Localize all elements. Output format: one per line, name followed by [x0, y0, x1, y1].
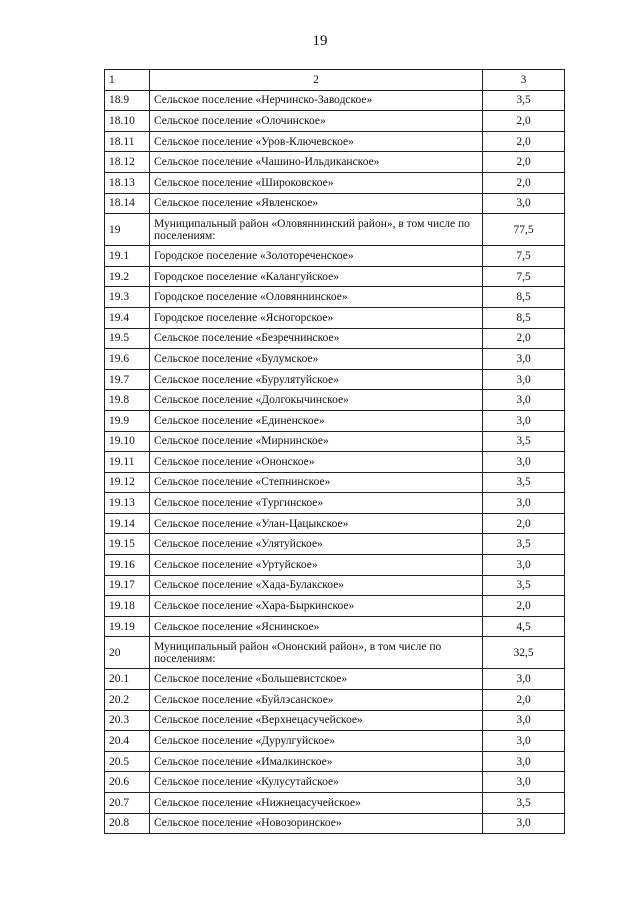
settlement-name-cell: Сельское поселение «Безречнинское»: [150, 328, 483, 349]
value-cell: 3,5: [483, 90, 565, 111]
row-number-cell: 18.11: [105, 131, 150, 152]
settlement-name-cell: Сельское поселение «Явленское»: [150, 193, 483, 214]
value-cell: 3,0: [483, 390, 565, 411]
row-number-cell: 19.9: [105, 410, 150, 431]
table-row: [105, 90, 565, 111]
value-cell: 2,0: [483, 513, 565, 534]
value-cell: 3,0: [483, 493, 565, 514]
table-row: [105, 266, 565, 287]
settlement-name-cell: Сельское поселение «Буйлэсанское»: [150, 690, 483, 711]
row-number-cell: 19.15: [105, 534, 150, 555]
row-number-cell: 19.17: [105, 575, 150, 596]
row-number-cell: 19.12: [105, 472, 150, 493]
value-cell: 2,0: [483, 596, 565, 617]
row-number-cell: 18.12: [105, 152, 150, 173]
table-row: [105, 751, 565, 772]
page-number: 19: [312, 33, 328, 49]
table-row: [105, 431, 565, 452]
settlement-name-cell: Сельское поселение «Нерчинско-Заводское»: [150, 90, 483, 111]
row-number-cell: 18.10: [105, 111, 150, 132]
settlement-name-cell: Сельское поселение «Яснинское»: [150, 616, 483, 637]
settlement-name-cell: Городское поселение «Золотореченское»: [150, 246, 483, 267]
row-number-cell: 19.14: [105, 513, 150, 534]
value-cell: 3,5: [483, 534, 565, 555]
row-number-cell: 19.10: [105, 431, 150, 452]
settlement-name-cell: Сельское поселение «Хада-Булакское»: [150, 575, 483, 596]
settlement-name-cell: Сельское поселение «Кулусутайское»: [150, 772, 483, 793]
table-row: [105, 513, 565, 534]
value-cell: 2,0: [483, 131, 565, 152]
row-number-cell: 19.16: [105, 555, 150, 576]
settlement-name-cell: Сельское поселение «Тургинское»: [150, 493, 483, 514]
row-number-cell: 20.7: [105, 793, 150, 814]
table-row: [105, 596, 565, 617]
value-cell: 3,0: [483, 410, 565, 431]
table-row: [105, 328, 565, 349]
row-number-cell: 19.5: [105, 328, 150, 349]
table-row: [105, 731, 565, 752]
row-number-cell: 19.7: [105, 369, 150, 390]
settlement-name-cell: Городское поселение «Калангуйское»: [150, 266, 483, 287]
settlement-name-cell: Сельское поселение «Степнинское»: [150, 472, 483, 493]
table-row: [105, 111, 565, 132]
table-row: [105, 793, 565, 814]
row-number-cell: 20.2: [105, 690, 150, 711]
value-cell: 8,5: [483, 307, 565, 328]
row-number-cell: 19.4: [105, 307, 150, 328]
header-col-3: 3: [483, 70, 565, 91]
settlement-name-cell: Сельское поселение «Долгокычинское»: [150, 390, 483, 411]
row-number-cell: 19.8: [105, 390, 150, 411]
settlement-name-cell: Сельское поселение «Чашино-Ильдиканское»: [150, 152, 483, 173]
table-row: [105, 472, 565, 493]
settlement-name-cell: Сельское поселение «Нижнецасучейское»: [150, 793, 483, 814]
row-number-cell: 19.6: [105, 349, 150, 370]
settlements-table: [104, 69, 565, 834]
row-number-cell: 19.13: [105, 493, 150, 514]
settlement-name-cell: Городское поселение «Ясногорское»: [150, 307, 483, 328]
table-header-row: [105, 70, 565, 91]
table-row: [105, 493, 565, 514]
settlement-name-cell: Сельское поселение «Олочинское»: [150, 111, 483, 132]
settlement-name-cell: Сельское поселение «Мирнинское»: [150, 431, 483, 452]
value-cell: 4,5: [483, 616, 565, 637]
value-cell: 3,5: [483, 793, 565, 814]
settlement-name-cell: Сельское поселение «Верхнецасучейское»: [150, 710, 483, 731]
settlement-name-cell: Сельское поселение «Булумское»: [150, 349, 483, 370]
row-number-cell: 20.4: [105, 731, 150, 752]
table-row: [105, 637, 565, 669]
value-cell: 3,0: [483, 369, 565, 390]
value-cell: 2,0: [483, 328, 565, 349]
settlement-name-cell: Городское поселение «Оловяннинское»: [150, 287, 483, 308]
table-row: [105, 690, 565, 711]
value-cell: 2,0: [483, 111, 565, 132]
settlement-name-cell: Сельское поселение «Хара-Быркинское»: [150, 596, 483, 617]
row-number-cell: 18.9: [105, 90, 150, 111]
row-number-cell: 19.2: [105, 266, 150, 287]
row-number-cell: 20.3: [105, 710, 150, 731]
value-cell: 2,0: [483, 690, 565, 711]
value-cell: 3,0: [483, 710, 565, 731]
row-number-cell: 20.5: [105, 751, 150, 772]
row-number-cell: 19.18: [105, 596, 150, 617]
table-row: [105, 193, 565, 214]
table-row: [105, 287, 565, 308]
settlement-name-cell: Сельское поселение «Единенское»: [150, 410, 483, 431]
table-row: [105, 152, 565, 173]
value-cell: 32,5: [483, 637, 565, 669]
table-row: [105, 534, 565, 555]
value-cell: 3,0: [483, 772, 565, 793]
value-cell: 3,0: [483, 193, 565, 214]
table-row: [105, 390, 565, 411]
value-cell: 3,0: [483, 555, 565, 576]
row-number-cell: 19.1: [105, 246, 150, 267]
row-number-cell: 20.1: [105, 669, 150, 690]
header-col-1: 1: [105, 70, 150, 91]
settlement-name-cell: Сельское поселение «Новозоринское»: [150, 813, 483, 834]
settlement-name-cell: Муниципальный район «Оловяннинский район», в том числе по поселениям:: [150, 214, 483, 246]
value-cell: 3,0: [483, 813, 565, 834]
settlement-name-cell: Сельское поселение «Улан-Цацыкское»: [150, 513, 483, 534]
settlement-name-cell: Сельское поселение «Ононское»: [150, 452, 483, 473]
row-number-cell: 19.19: [105, 616, 150, 637]
value-cell: 3,0: [483, 452, 565, 473]
table-row: [105, 669, 565, 690]
table-row: [105, 452, 565, 473]
settlement-name-cell: Сельское поселение «Ималкинское»: [150, 751, 483, 772]
table-row: [105, 214, 565, 246]
table-row: [105, 307, 565, 328]
value-cell: 8,5: [483, 287, 565, 308]
value-cell: 3,5: [483, 472, 565, 493]
row-number-cell: 20.8: [105, 813, 150, 834]
settlement-name-cell: Сельское поселение «Улятуйское»: [150, 534, 483, 555]
settlement-name-cell: Сельское поселение «Уртуйское»: [150, 555, 483, 576]
settlement-name-cell: Сельское поселение «Большевистское»: [150, 669, 483, 690]
table-row: [105, 349, 565, 370]
row-number-cell: 19.3: [105, 287, 150, 308]
table-row: [105, 772, 565, 793]
table-row: [105, 131, 565, 152]
table-row: [105, 616, 565, 637]
table-row: [105, 575, 565, 596]
row-number-cell: 20: [105, 637, 150, 669]
table-row: [105, 369, 565, 390]
value-cell: 3,5: [483, 575, 565, 596]
table-row: [105, 710, 565, 731]
settlement-name-cell: Сельское поселение «Широковское»: [150, 172, 483, 193]
header-col-2: 2: [150, 70, 483, 91]
value-cell: 3,0: [483, 731, 565, 752]
value-cell: 3,5: [483, 431, 565, 452]
value-cell: 77,5: [483, 214, 565, 246]
row-number-cell: 20.6: [105, 772, 150, 793]
table-row: [105, 555, 565, 576]
value-cell: 3,0: [483, 751, 565, 772]
row-number-cell: 19.11: [105, 452, 150, 473]
table-row: [105, 410, 565, 431]
table-row: [105, 813, 565, 834]
value-cell: 3,0: [483, 669, 565, 690]
table-row: [105, 246, 565, 267]
value-cell: 2,0: [483, 152, 565, 173]
settlement-name-cell: Сельское поселение «Дурулгуйское»: [150, 731, 483, 752]
value-cell: 7,5: [483, 266, 565, 287]
row-number-cell: 18.14: [105, 193, 150, 214]
value-cell: 2,0: [483, 172, 565, 193]
table-row: [105, 172, 565, 193]
row-number-cell: 18.13: [105, 172, 150, 193]
value-cell: 7,5: [483, 246, 565, 267]
row-number-cell: 19: [105, 214, 150, 246]
settlement-name-cell: Сельское поселение «Уров-Ключевское»: [150, 131, 483, 152]
value-cell: 3,0: [483, 349, 565, 370]
settlement-name-cell: Сельское поселение «Бурулятуйское»: [150, 369, 483, 390]
settlement-name-cell: Муниципальный район «Ононский район», в том числе по поселениям:: [150, 637, 483, 669]
